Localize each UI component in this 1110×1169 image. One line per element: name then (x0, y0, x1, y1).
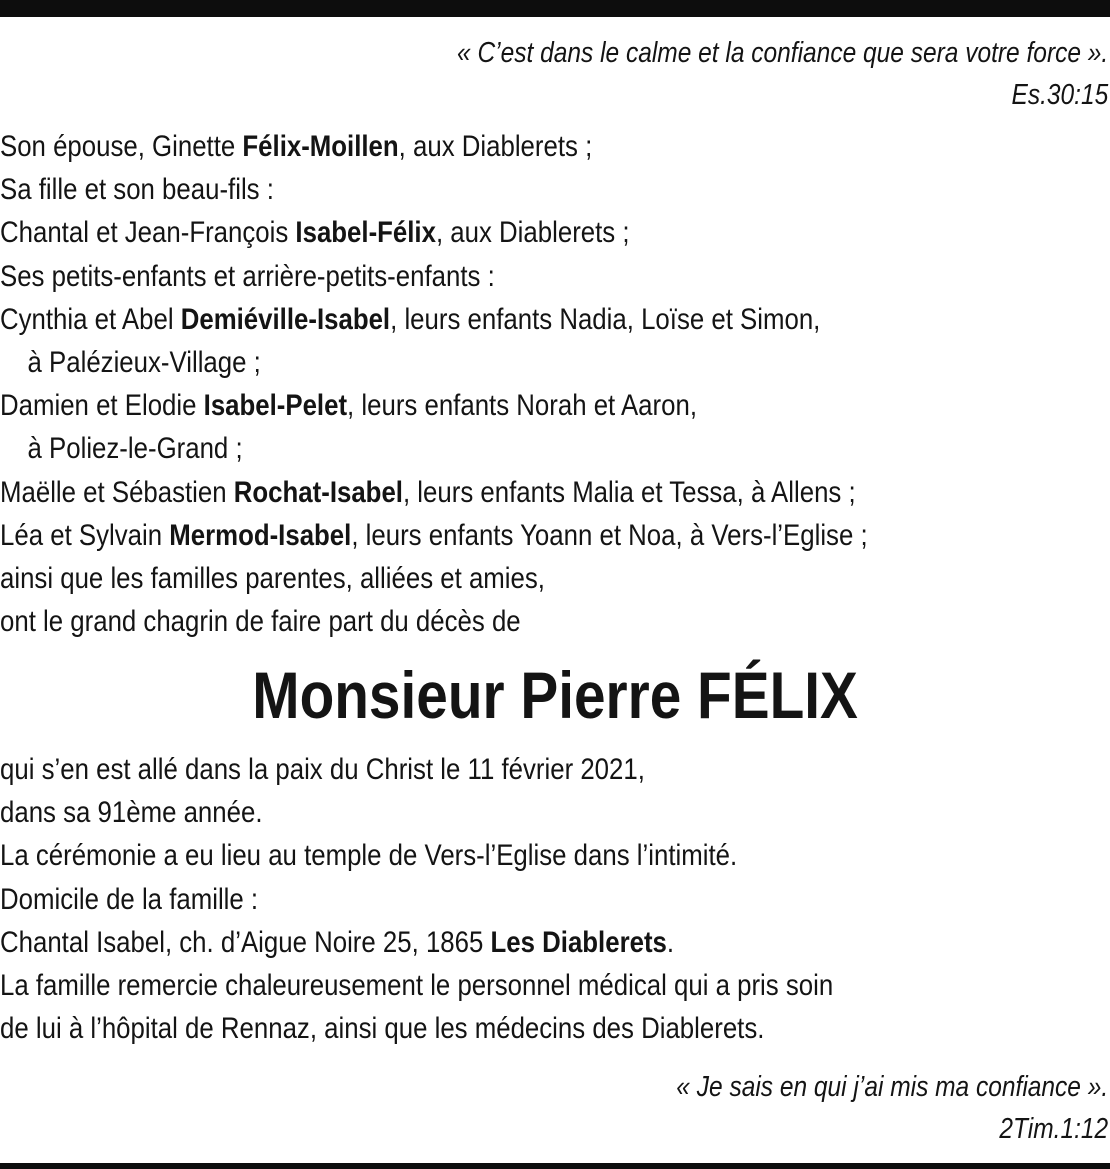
details-thanks-line-2: de lui à l’hôpital de Rennaz, ainsi que les médecins des Diablerets. (0, 1012, 765, 1046)
family-line-grandchild-1: Cynthia et Abel Demiéville-Isabel, leurs enfants Nadia, Loïse et Simon, (0, 302, 821, 336)
opening-verse-quote: « C’est dans le calme et la confiance que sera votre force ». (456, 37, 1108, 69)
family-line-grandchild-1-place: à Palézieux-Village ; (27, 345, 261, 379)
closing-verse-quote: « Je sais en qui j’ai mis ma confiance ». (676, 1071, 1108, 1103)
family-line-grandchild-3: Maëlle et Sébastien Rochat-Isabel, leurs enfants Malia et Tessa, à Allens ; (0, 475, 856, 509)
deceased-name: Monsieur Pierre FÉLIX (252, 658, 858, 732)
family-line-grandchild-2-place: à Poliez-le-Grand ; (27, 432, 243, 466)
closing-verse-reference: 2Tim.1:12 (999, 1113, 1108, 1145)
family-line-grandchild-2: Damien et Elodie Isabel-Pelet, leurs enfants Norah et Aaron, (0, 389, 697, 423)
family-line-grandchild-4: Léa et Sylvain Mermod-Isabel, leurs enfants Yoann et Noa, à Vers-l’Eglise ; (0, 518, 868, 552)
domicile-place: Les Diablerets (490, 925, 667, 959)
top-border-rule (0, 0, 1110, 17)
deceased-name-heading (0, 655, 1110, 735)
family-line-relatives: ainsi que les familles parentes, alliées et amies, (0, 561, 545, 595)
details-passing: qui s’en est allé dans la paix du Christ le 11 février 2021, (0, 753, 645, 786)
family-line-daughter: Chantal et Jean-François Isabel-Félix, aux Diablerets ; (0, 216, 630, 250)
surname: Isabel-Félix (295, 216, 436, 250)
closing-verse (676, 1066, 1108, 1150)
family-line-grandchildren-intro: Ses petits-enfants et arrière-petits-enfants : (0, 259, 495, 293)
family-line-spouse: Son épouse, Ginette Félix-Moillen, aux Diablerets ; (0, 130, 593, 163)
bottom-border-rule (0, 1163, 1110, 1169)
family-line-announcement: ont le grand chagrin de faire part du décès de (0, 605, 521, 639)
details-ceremony: La cérémonie a eu lieu au temple de Vers-l’Eglise dans l’intimité. (0, 839, 738, 873)
details-domicile: Chantal Isabel, ch. d’Aigue Noire 25, 1865 Les Diablerets. (0, 925, 675, 959)
surname: Mermod-Isabel (169, 518, 352, 552)
details-domicile-intro: Domicile de la famille : (0, 882, 259, 916)
details-age: dans sa 91ème année. (0, 796, 263, 830)
details-thanks-line-1: La famille remercie chaleureusement le personnel médical qui a pris soin (0, 968, 834, 1002)
surname: Demiéville-Isabel (180, 302, 391, 336)
opening-verse-reference: Es.30:15 (1011, 79, 1108, 111)
family-list (0, 125, 868, 643)
surname: Félix-Moillen (242, 130, 399, 163)
details-block (0, 748, 833, 1050)
surname: Rochat-Isabel (233, 475, 403, 509)
surname: Isabel-Pelet (203, 389, 348, 423)
opening-verse (457, 32, 1108, 116)
family-line-daughter-intro: Sa fille et son beau-fils : (0, 173, 274, 207)
